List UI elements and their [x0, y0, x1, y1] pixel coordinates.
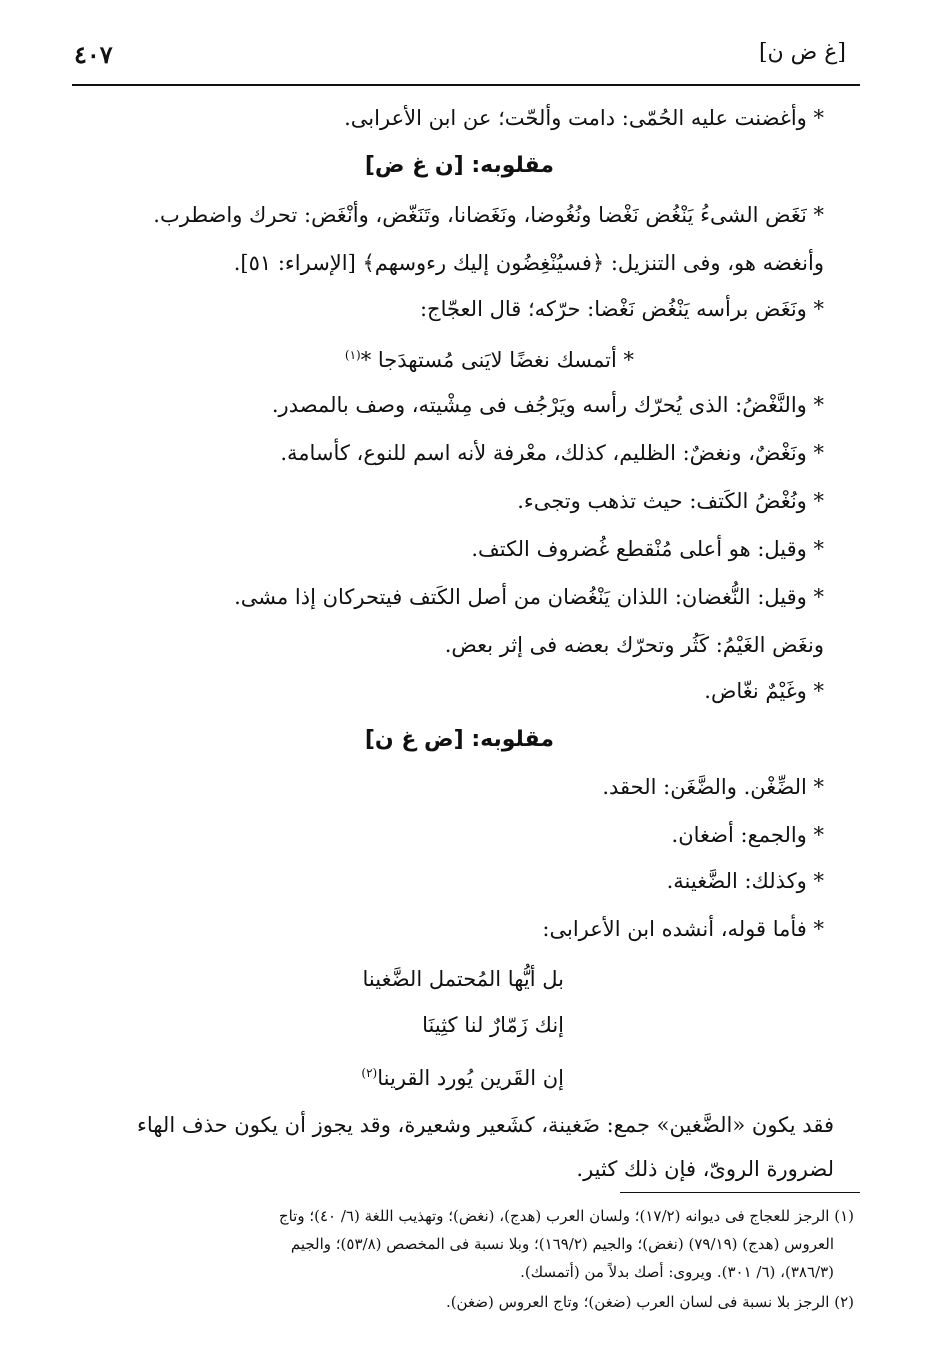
- poetry-verse: إنك زَمّارٌ لنا كثِينَا: [422, 1013, 564, 1037]
- entry-line: * ونَغَض برأسه يَنْغُض نَغْضا: حرّكه؛ قال العجّاج:: [419, 297, 824, 321]
- entry-line: فقد يكون «الضَّغين» جمع: ضَغينة، كشَعير وشعيرة، وقد يجوز أن يكون حذف الهاء: [136, 1113, 834, 1137]
- entry-line: لضرورة الروىّ، فإن ذلك كثير.: [576, 1157, 834, 1181]
- entry-line: * الضِّغْن. والضَّغَن: الحقد.: [602, 775, 824, 799]
- footnote-marker: (٢): [361, 1066, 378, 1080]
- section-heading: مقلوبه: [ن غ ض]: [364, 153, 554, 178]
- header-rule: [72, 84, 860, 86]
- footnote-line: العروس (هدج) (٧٩/١٩) (نغض)؛ والجيم (١٦٩/٢)؛ وبلا نسبة فى المخصص (٥٣/٨)؛ والجيم: [290, 1235, 834, 1253]
- footnote-marker: (١): [344, 348, 361, 362]
- entry-line: * وقيل: النُّغضان: اللذان يَنْغُضان من أصل الكَتف فيتحركان إذا مشى.: [234, 585, 824, 609]
- entry-line: * وقيل: هو أعلى مُنْقطع غُضروف الكتف.: [471, 537, 824, 561]
- entry-line: * فأما قوله، أنشده ابن الأعرابى:: [542, 917, 824, 941]
- entry-line: * وكذلك: الضَّغينة.: [666, 869, 824, 893]
- entry-line: * وأغضنت عليه الحُمّى: دامت وألحّت؛ عن ابن الأعرابى.: [344, 106, 824, 130]
- verse-text: إن القَرين يُورد القرينا: [377, 1066, 564, 1090]
- running-head: [غ ض ن]: [758, 40, 846, 65]
- entry-line: ونغَض الغَيْمُ: كَثُر وتحرّك بعضه فى إثر بعض.: [444, 633, 824, 657]
- footnote-line: (٢) الرجز بلا نسبة فى لسان العرب (ضغن)؛ وتاج العروس (ضغن).: [445, 1293, 854, 1311]
- page-number: ٤٠٧: [74, 40, 113, 69]
- entry-line: * والنَّغْضُ: الذى يُحرّك رأسه ويَرْجُف فى مِشْيته، وصف بالمصدر.: [271, 393, 824, 417]
- footnote-line: (٣٨٦/٣)، (٦/ ٣٠١). ويروى: أصك بدلاً من (أتمسك).: [520, 1263, 834, 1281]
- poetry-verse: بل أيُّها المُحتمل الضَّغينا: [362, 967, 564, 991]
- entry-line: * نَغَض الشىءُ يَنْغُض نَغْضا ونُغُوضا، ونَغَضانا، وتَنَغّض، وأنْغَض: تحرك واضطرب.: [153, 203, 824, 227]
- poetry-verse: [361, 1058, 564, 1093]
- entry-line: * ونَغْضٌ، ونغضٌ: الظليم، كذلك، معْرفة لأنه اسم للنوع، كأسامة.: [280, 441, 824, 465]
- footnote-line: (١) الرجز للعجاج فى ديوانه (١٧/٢)؛ ولسان العرب (هدج)، (نغض)؛ وتهذيب اللغة (٦/ ٤٠)؛ وتاج: [278, 1207, 854, 1225]
- entry-line: * ونُغْضُ الكَتف: حيث تذهب وتجىء.: [517, 489, 824, 513]
- entry-line: وأنغضه هو، وفى التنزيل: ﴿فسيُنْغِضُون إليك رءوسهم﴾ [الإسراء: ٥١].: [233, 251, 824, 275]
- entry-line: * والجمع: أضغان.: [671, 823, 824, 847]
- verse-text: * أتمسك نغضًا لايَنى مُستهدَجا *: [360, 348, 634, 372]
- entry-line: * وغَيْمٌ نغّاض.: [704, 679, 824, 703]
- footnote-rule: [620, 1192, 860, 1193]
- poetry-verse: [345, 340, 634, 375]
- section-heading: مقلوبه: [ض غ ن]: [364, 727, 554, 752]
